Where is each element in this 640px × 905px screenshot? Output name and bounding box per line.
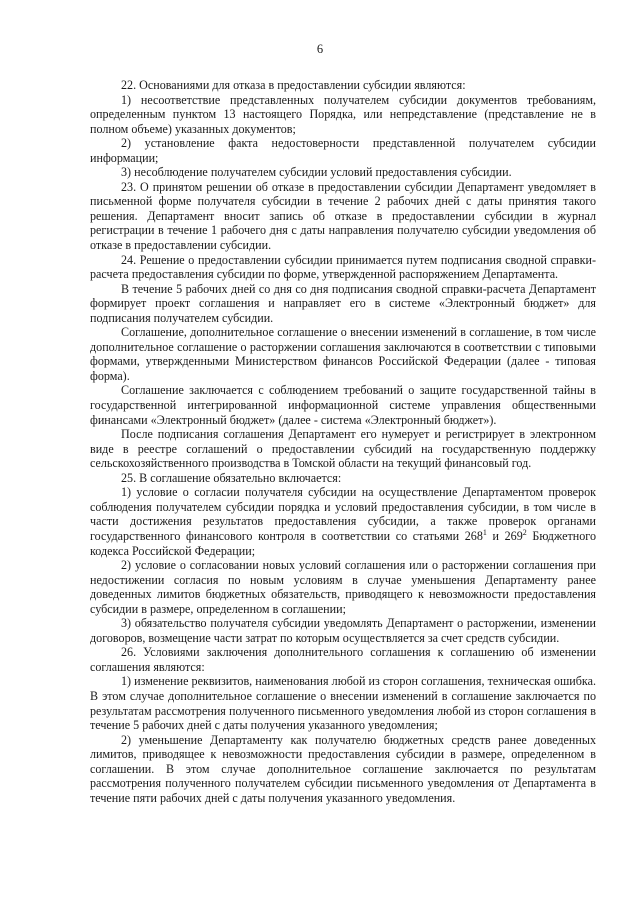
superscript: 1 (482, 527, 487, 537)
paragraph: 22. Основаниями для отказа в предоставлении субсидии являются: (121, 78, 466, 92)
paragraph: 3) несоблюдение получателем субсидии условий предоставления субсидии. (121, 165, 512, 180)
paragraph: Соглашение, дополнительное соглашение о внесении изменений в соглашение, в том числе дополнительное соглашение о расторжении соглашения заключаются в соответствии с типовыми формами, утвержденными Министерством финансов Российской Федерации (далее - типовая форма). (90, 325, 596, 383)
paragraph: В течение 5 рабочих дней со дня со дня подписания сводной справки-расчета Департамент формирует проект соглашения и направляет его в системе «Электронный бюджет» для подписания получателем субсидии. (90, 281, 596, 325)
page-number: 6 (316, 42, 324, 56)
paragraph-text: и 269 (486, 528, 523, 543)
paragraph-text: Бюджетного кодекса Российской Федерации; (90, 528, 596, 558)
paragraph: 25. В соглашение обязательно включается: (121, 470, 342, 485)
document-body (90, 78, 596, 805)
paragraph: 24. Решение о предоставлении субсидии принимается путем подписания сводной справки-расчета предоставления субсидии по форме, утвержденной распоряжением Департамента. (90, 252, 596, 282)
paragraph: 1) несоответствие представленных получателем субсидии документов требованиям, определенным пунктом 13 настоящего Порядка, или непредставление (представление не в полном объеме) указанных документов; (90, 92, 596, 136)
paragraph: 2) условие о согласовании новых условий соглашения или о расторжении соглашения при недостижении согласия по новым условиям в случае уменьшения Департаменту ранее доведенных лимитов бюджетных обязательств, приводящего к невозможности предоставления субсидии в размере, определенном в соглашении; (90, 558, 596, 616)
paragraph: 1) изменение реквизитов, наименования любой из сторон соглашения, техническая ошибка. В этом случае дополнительное соглашение о внесении изменений в соглашение заключается по результатам рассмотрения полученного письменного уведомления любой из сторон соглашения в течение 5 рабочих дней с даты получения указанного уведомления; (90, 674, 596, 733)
paragraph: 2) установление факта недостоверности представленной получателем субсидии информации; (90, 136, 596, 165)
paragraph: 2) уменьшение Департаменту как получателю бюджетных средств ранее доведенных лимитов, приводящее к невозможности предоставления субсидии в размере, определенном в соглашении. В этом случае дополнительное соглашение заключается по результатам рассмотрения полученного получателем субсидии письменного уведомления от Департамента в течение пяти рабочих дней с даты получения указанного уведомления. (90, 732, 596, 805)
paragraph: После подписания соглашения Департамент его нумерует и регистрирует в электронном виде в реестре соглашений о предоставлении субсидий на государственную поддержку сельскохозяйственного производства в Томской области на текущий финансовый год. (90, 427, 596, 471)
paragraph: 26. Условиями заключения дополнительного соглашения к соглашению об изменении соглашения являются: (90, 645, 596, 674)
paragraph: 3) обязательство получателя субсидии уведомлять Департамент о расторжении, изменении договоров, возмещение части затрат по которым осуществляется за счет средств субсидии. (90, 616, 596, 645)
paragraph-with-footnotes (90, 485, 596, 558)
paragraph: Соглашение заключается с соблюдением требований о защите государственной тайны в государственной интегрированной информационной системе управления общественными финансами «Электронный бюджет» (далее - система «Электронный бюджет»). (90, 383, 596, 427)
superscript: 2 (522, 527, 527, 537)
paragraph-text: 1) условие о согласии получателя субсидии на осуществление Департаментом проверок соблюдения получателем субсидии порядка и условий предоставления субсидии, в том числе в части достижения результатов предоставления субсидии, а также проверок органами государственного финансового контроля в соответствии со статьями 268 (90, 485, 596, 543)
paragraph: 23. О принятом решении об отказе в предоставлении субсидии Департамент уведомляет в письменной форме получателя субсидии в течение 2 рабочих дней с даты принятия такого решения. Департамент вносит запись об отказе в предоставлении субсидии в журнал регистрации в течение 1 рабочего дня с даты направления получателю субсидии уведомления об отказе в предоставлении субсидии. (90, 179, 596, 253)
